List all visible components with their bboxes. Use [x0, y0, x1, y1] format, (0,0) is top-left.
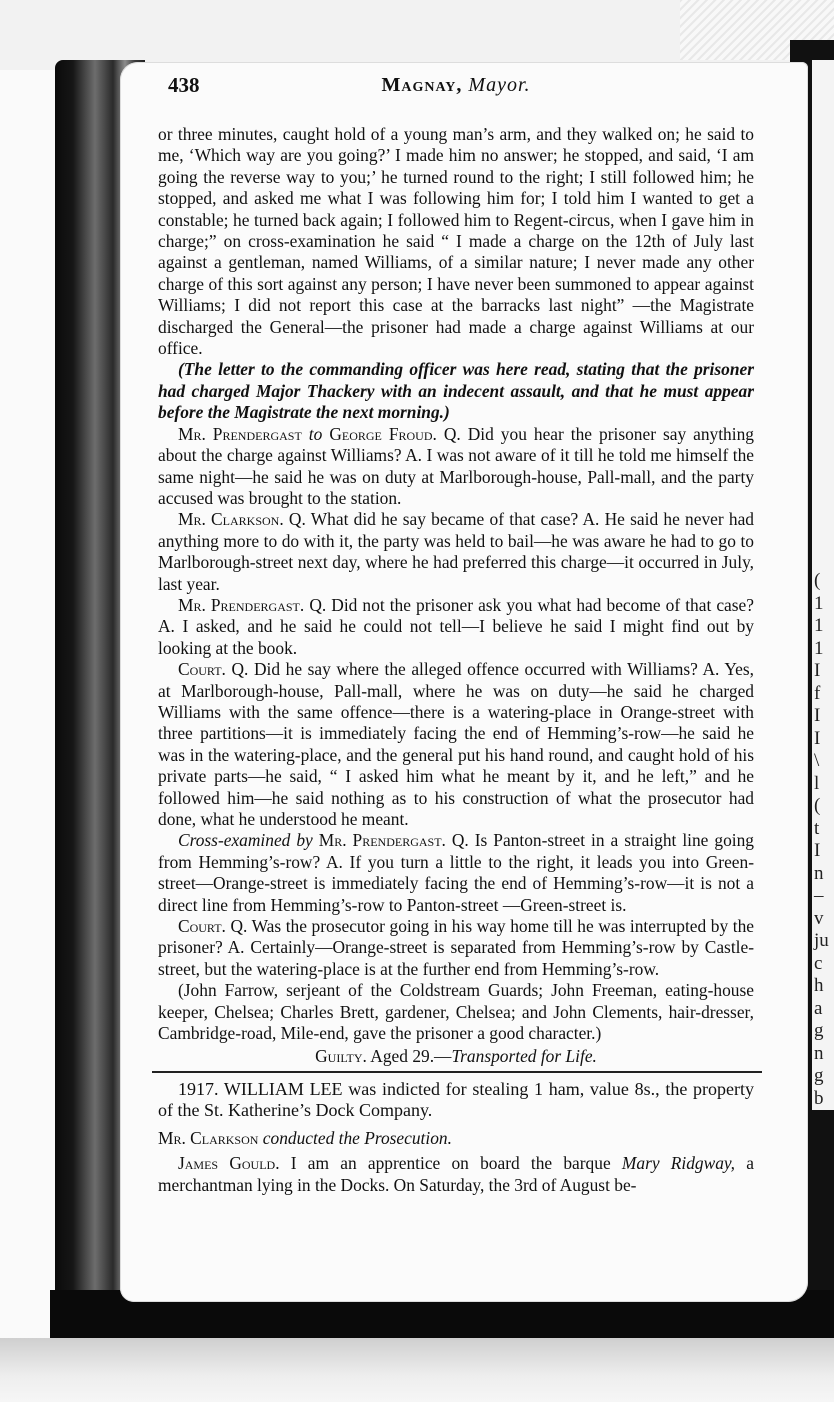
facing-page-fragment: a [814, 997, 823, 1019]
ship-name: Mary Ridgway, [621, 1153, 736, 1174]
scan-background-bottom [0, 1338, 834, 1402]
paragraph-cross-exam [158, 830, 754, 916]
prosecution-text: conducted the Prosecution. [262, 1127, 452, 1148]
facing-page-fragment: n [814, 862, 824, 884]
speaker-to: to [308, 423, 323, 444]
facing-page-fragment: g [814, 1065, 824, 1086]
facing-page-fragment: ( [814, 570, 821, 591]
facing-page-fragment: c [814, 952, 823, 974]
running-head-title: Mayor. [468, 74, 531, 96]
facing-page-fragment: ( [814, 795, 821, 816]
paragraph-gould-testimony [158, 1153, 754, 1196]
facing-page-fragment: – [814, 885, 824, 906]
cross-exam-lead: Cross-examined by [178, 830, 313, 851]
case-defendant: WILLIAM LEE [223, 1078, 343, 1099]
speaker-name: Mr. Prendergast. [178, 594, 305, 615]
running-head [158, 75, 754, 96]
exam-text: Q. Did you hear the prisoner say anything about the charge against Williams? A. I was not aware of it till he told me himself the same night—he said he was on duty at Marlborough-house, Pall-mall, and the party accused was brought to the station. [158, 423, 754, 508]
exam-text: Q. Is Panton-street in a straight line going from Hemming’s-row? A. If you turn a little to the right, it leads you into Green-street—Orange-street is immediately facing the end of Hemming’s-row—it is not a direct line from Hemming’s-row to Panton-street —Green-street is. [158, 830, 754, 915]
facing-page-fragment: h [814, 975, 824, 996]
paragraph-letter-note: (The letter to the commanding officer was here read, stating that the prisoner had charged Major Thackery with an indecent assault, and that he must appear before the Magistrate the next morning.) [158, 359, 754, 423]
verdict-sentence: Transported for Life. [451, 1046, 597, 1067]
prosecutor-name: Mr. Clarkson [158, 1127, 259, 1148]
testimony-text: a merchantman lying in the Docks. On Saturday, the 3rd of August be- [158, 1153, 754, 1195]
paragraph-character-witnesses: (John Farrow, serjeant of the Coldstream Guards; John Freeman, eating-house keeper, Chelsea; Charles Brett, gardener, Chelsea; and John Clements, hair-dresser, Cambridge-road, Mile-end, gave the prisoner a good character.) [158, 980, 754, 1044]
facing-page-fragment: b [814, 1087, 824, 1109]
facing-page-fragment: I [814, 660, 821, 681]
facing-page-fragment: I [814, 705, 821, 726]
case-number: 1917. [178, 1078, 219, 1099]
paragraph-clarkson-exam [158, 509, 754, 595]
witness-name: James Gould. [178, 1153, 280, 1174]
facing-page-fragment: l [814, 772, 820, 794]
facing-page-fragment: ju [814, 930, 829, 951]
paragraph-prendergast-exam [158, 595, 754, 659]
paragraph-court-exam-2 [158, 916, 754, 980]
running-header [158, 72, 754, 102]
facing-page-fragment: v [814, 907, 824, 929]
exam-text: Q. Was the prosecutor going in his way home till he was interrupted by the prisoner? A. Certainly—Orange-street is separated from Hemming’s-row by Castle-street, but the watering-place is at the further end from Hemming’s-row. [158, 916, 754, 979]
exam-text: Q. Did he say where the alleged offence occurred with Williams? A. Yes, at Marlborough-house, Pall-mall, where he was on duty—he said he charged Williams with the same offence—there is a watering-place in Orange-street with three partitions—it is immediately facing the end of Hemming’s-row—he said he was in the watering-place, and the general put his hand round, and caught hold of his private parts—he said, “ I asked him what he meant by it, and he left,” and he followed him—he said nothing as to his construction of what the prosecutor had done, what he understood he meant. [158, 659, 754, 829]
witness-name: George Froud. [329, 423, 437, 444]
verdict-line [158, 1046, 754, 1067]
speaker-name: Court. [178, 916, 226, 937]
speaker-name: Mr. Prendergast [178, 423, 302, 444]
verdict-age: Aged 29.— [370, 1046, 452, 1067]
facing-page-fragment: \ [814, 750, 820, 771]
case-text: was indicted for stealing 1 ham, value 8s., the property of the St. Katherine’s Dock Company. [158, 1078, 754, 1121]
facing-page-fragment: n [814, 1042, 824, 1064]
facing-page-fragment: 1 [814, 637, 824, 659]
facing-page-fragment: f [814, 682, 821, 704]
case-divider [152, 1071, 762, 1073]
facing-page-sliver [812, 60, 834, 1110]
page-number: 438 [168, 73, 200, 97]
facing-page-fragment: I [814, 727, 821, 749]
testimony-text: I am an apprentice on board the barque [290, 1153, 611, 1174]
facing-page-fragment: t [814, 817, 820, 839]
page-content [158, 72, 754, 1196]
exam-text: Q. What did he say became of that case? A. He said he never had anything more to do with it, the party was held to bail—he was aware he had to go to Marlborough-street next day, where he had preferred this charge—it occurred in July, last year. [158, 509, 754, 594]
facing-page-fragment: g [814, 1020, 824, 1041]
paragraph-froud-exam [158, 424, 754, 510]
running-head-name: Magnay, [381, 74, 463, 96]
exam-text: Q. Did not the prisoner ask you what had become of that case? A. I asked, and he said he could not tell—I believe he said I might find out by looking at the book. [158, 594, 754, 658]
speaker-name: Mr. Clarkson. [178, 509, 284, 530]
verdict-word: Guilty. [315, 1046, 367, 1067]
facing-page-fragment: 1 [814, 615, 824, 636]
speaker-name: Court. [178, 659, 226, 680]
facing-page-fragment: 1 [814, 592, 824, 614]
speaker-name: Mr. Prendergast. [318, 830, 446, 851]
paragraph-testimony-continued: or three minutes, caught hold of a young man’s arm, and they walked on; he said to me, ‘Which way are you going?’ I made him no answer; he stopped, and said, ‘I am going the reverse way to you;’ he turned round to the right; I still followed him; he stopped, and asked me what I was following him for; I told him I wanted to get a constable; he turned back again; I followed him to Regent-circus, when I gave him in charge;” on cross-examination he said “ I made a charge on the 12th of July last against a gentleman, named Williams, of a similar nature; I never made any other charge of this sort against any person; I have never been summoned to appear against Williams; I did not report this case at the barracks last night” —the Magistrate discharged the General—the prisoner had made a charge against Williams at our office. [158, 124, 754, 359]
prosecution-line [158, 1128, 754, 1149]
paragraph-court-exam [158, 659, 754, 830]
paragraph-case-indictment [158, 1079, 754, 1122]
facing-page-fragment: I [814, 840, 821, 861]
